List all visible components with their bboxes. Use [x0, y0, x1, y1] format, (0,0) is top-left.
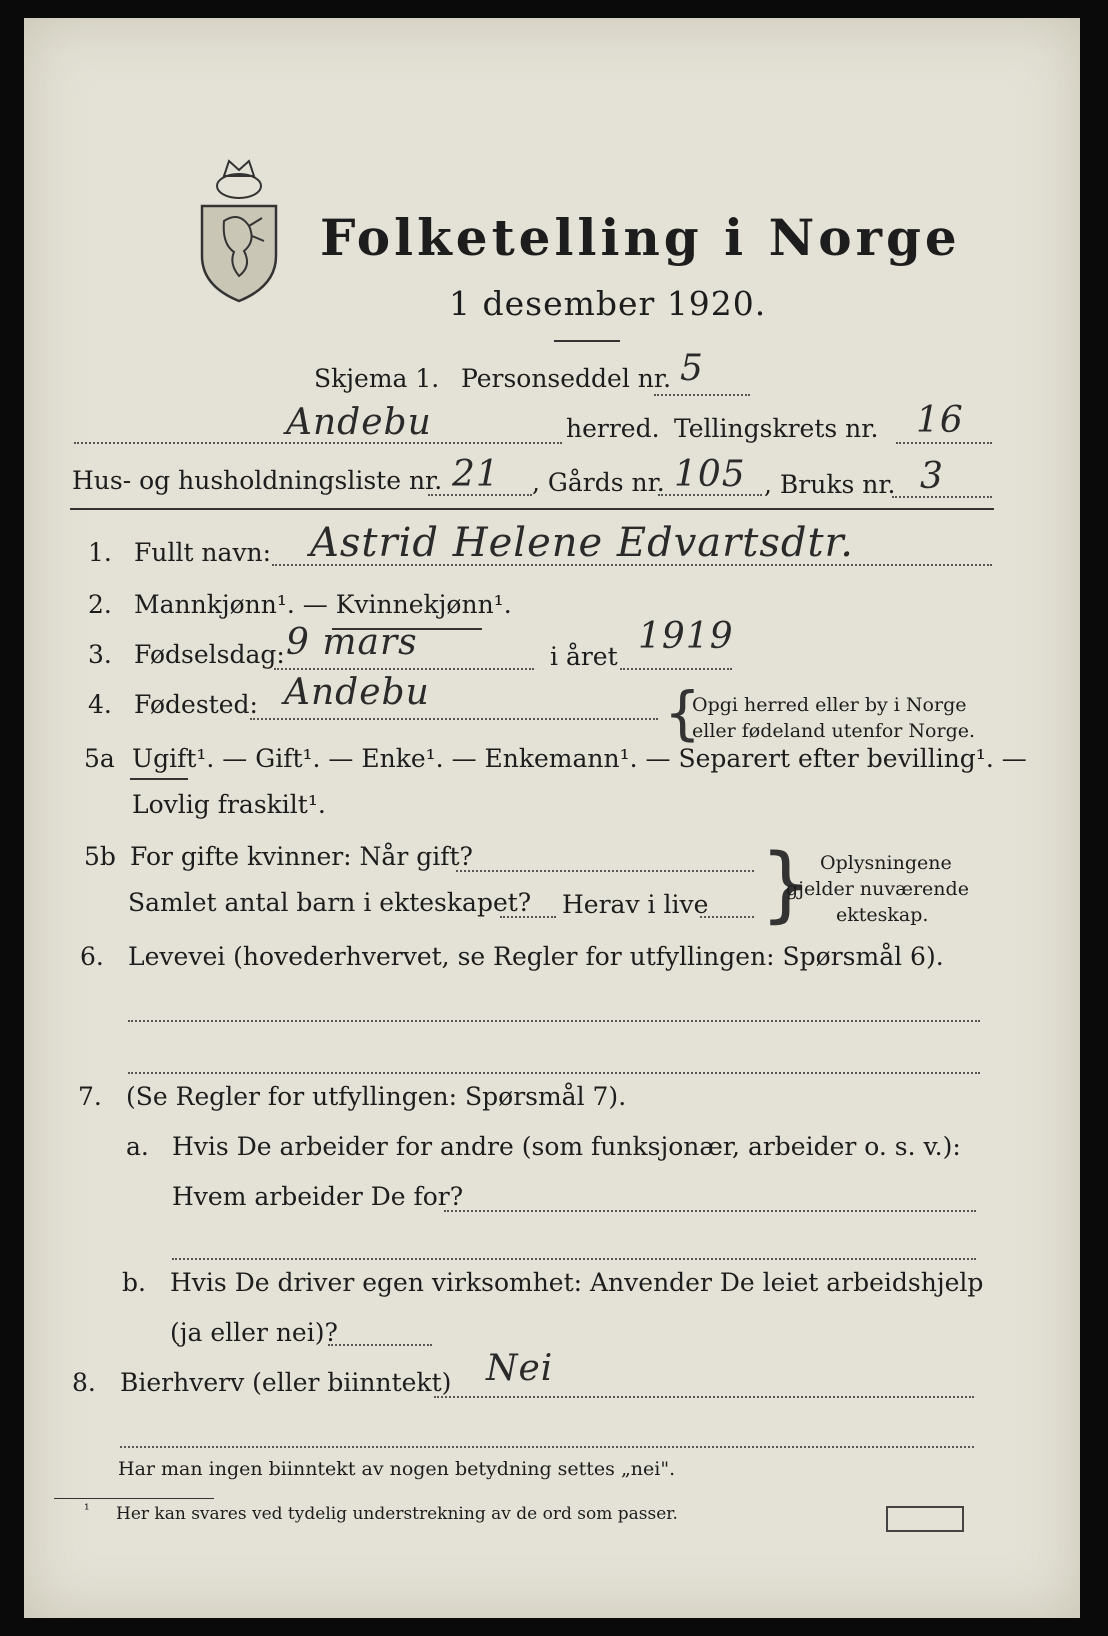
q3-birthdate-value[interactable]: 9 mars [286, 622, 418, 663]
household-label: Hus- og husholdningsliste nr. [72, 466, 443, 495]
q5a-underline-selected [130, 778, 188, 780]
q7b-yes-no-label: (ja eller nei)? [170, 1318, 338, 1347]
header-rule [70, 508, 994, 510]
q7b-letter: b. [122, 1268, 146, 1297]
q6-answer-line2[interactable] [128, 1072, 980, 1074]
q8-number: 8. [72, 1368, 96, 1397]
q7a-label: Hvis De arbeider for andre (som funksjonær, arbeider o. s. v.): [172, 1132, 961, 1161]
q7a-employer-label: Hvem arbeider De for? [172, 1182, 464, 1211]
census-date: 1 desember 1920. [449, 284, 767, 323]
q2-number: 2. [88, 590, 112, 619]
herred-label: herred. [566, 414, 660, 443]
title-divider [554, 340, 620, 342]
q3-year-label: i året [550, 642, 618, 671]
q6-label: Levevei (hovederhvervet, se Regler for utfyllingen: Spørsmål 6). [128, 942, 944, 971]
q8-label: Bierhverv (eller biinntekt) [120, 1368, 452, 1397]
q4-label: Fødested: [134, 690, 258, 719]
bruks-label: , Bruks nr. [764, 470, 896, 499]
q5b-children-label: Samlet antal barn i ekteskapet? [128, 888, 532, 917]
q7b-answer[interactable] [328, 1344, 432, 1346]
coat-of-arms-icon [194, 156, 284, 306]
schema-label: Skjema 1. [314, 364, 440, 393]
q7-label: (Se Regler for utfyllingen: Spørsmål 7). [126, 1082, 627, 1111]
q4-number: 4. [88, 690, 112, 719]
q2-sex-options: Mannkjønn¹. — Kvinnekjønn¹. [134, 590, 512, 619]
municipality-value[interactable]: Andebu [286, 402, 432, 443]
footnote-rule [54, 1498, 214, 1499]
form-title: Folketelling i Norge [320, 208, 961, 267]
printer-stamp-icon [886, 1506, 964, 1532]
q1-full-name-value[interactable]: Astrid Helene Edvartsdtr. [310, 520, 854, 566]
footnote-text: Her kan svares ved tydelig understrekning av de ord som passer. [116, 1504, 678, 1524]
tellingskrets-value[interactable]: 16 [916, 400, 964, 441]
q5b-note-line2: gjelder nuværende [786, 878, 969, 900]
bruks-value[interactable]: 3 [920, 456, 944, 497]
household-value[interactable]: 21 [452, 454, 500, 495]
q5b-alive-label: Herav i live [562, 890, 709, 919]
q1-label: Fullt navn: [134, 538, 272, 567]
q5a-number: 5a [84, 744, 115, 773]
q6-answer-line1[interactable] [128, 1020, 980, 1022]
q3-label: Fødselsdag: [134, 640, 285, 669]
q7a-employer-answer[interactable] [444, 1210, 976, 1212]
q3-year-value[interactable]: 1919 [638, 616, 734, 657]
gards-value[interactable]: 105 [674, 454, 746, 495]
footer-note: Har man ingen biinntekt av nogen betydning settes „nei". [118, 1458, 676, 1480]
q4-note-line1: Opgi herred eller by i Norge [692, 694, 967, 716]
q5a-marital-options: Ugift¹. — Gift¹. — Enke¹. — Enkemann¹. — Separert efter bevilling¹. — [132, 744, 1027, 773]
q6-number: 6. [80, 942, 104, 971]
census-form-sheet: Folketelling i Norge 1 desember 1920. Skjema 1. Personseddel nr. 5 Andebu herred. Tellingskrets nr. 16 Hus- og husholdningsliste nr. 21 , Gårds nr. 105 , Bruks nr. 3 1. Fullt navn: Astrid Helene Edvartsdtr. 2. Mannkjønn¹. — Kvinnekjønn¹. 3. Fødselsdag: 9 mars i året 1919 4. Fødested: Andebu { Opgi herred eller by i Norge eller fødeland utenfor Norge. 5a Ugift¹. — Gift¹. — Enke¹. — Enkemann¹. — Separert efter bevilling¹. — Lovlig fraskilt¹. 5b For gifte kvinner: Når gift? Samlet antal barn i ekteskapet? Herav i live } Oplysningene gjelder nuværende ekteskap. 6. Levevei (hovederhvervet, se Regler for utfyllingen: Spørsmål 6). 7. (Se Regler for utfyllingen: Spørsmål 7). a. Hvis De arbeider for andre (som funksjonær, arbeider o. s. v.): Hvem arbeider De for? b. Hvis De driver egen virksomhet: Anvender De leiet arbeidshjelp (ja eller nei)? 8. Bierhverv (eller biinntekt) Nei Har man ingen biinntekt av nogen betydning settes „nei". ¹ Her kan svares ved tydelig understrekning av de ord som passer. [24, 18, 1080, 1618]
person-number-label: Personseddel nr. [461, 364, 672, 393]
q5b-note-line3: ekteskap. [836, 904, 929, 926]
tellingskrets-label: Tellingskrets nr. [674, 414, 879, 443]
q5b-note-line1: Oplysningene [820, 852, 952, 874]
q5a-marital-options-line2: Lovlig fraskilt¹. [132, 790, 326, 819]
q7b-label: Hvis De driver egen virksomhet: Anvender De leiet arbeidshjelp [170, 1268, 984, 1297]
q7-number: 7. [78, 1082, 102, 1111]
gards-label: , Gårds nr. [532, 468, 665, 497]
q7a-letter: a. [126, 1132, 149, 1161]
q4-birthplace-value[interactable]: Andebu [284, 672, 430, 713]
q5b-label: For gifte kvinner: Når gift? [130, 842, 473, 871]
q8-secondary-income-value[interactable]: Nei [486, 1348, 554, 1389]
q5b-number: 5b [84, 842, 116, 871]
person-number-value[interactable]: 5 [680, 348, 704, 389]
q3-number: 3. [88, 640, 112, 669]
q4-note-line2: eller fødeland utenfor Norge. [692, 720, 976, 742]
q1-number: 1. [88, 538, 112, 567]
footnote-marker: ¹ [84, 1502, 90, 1518]
